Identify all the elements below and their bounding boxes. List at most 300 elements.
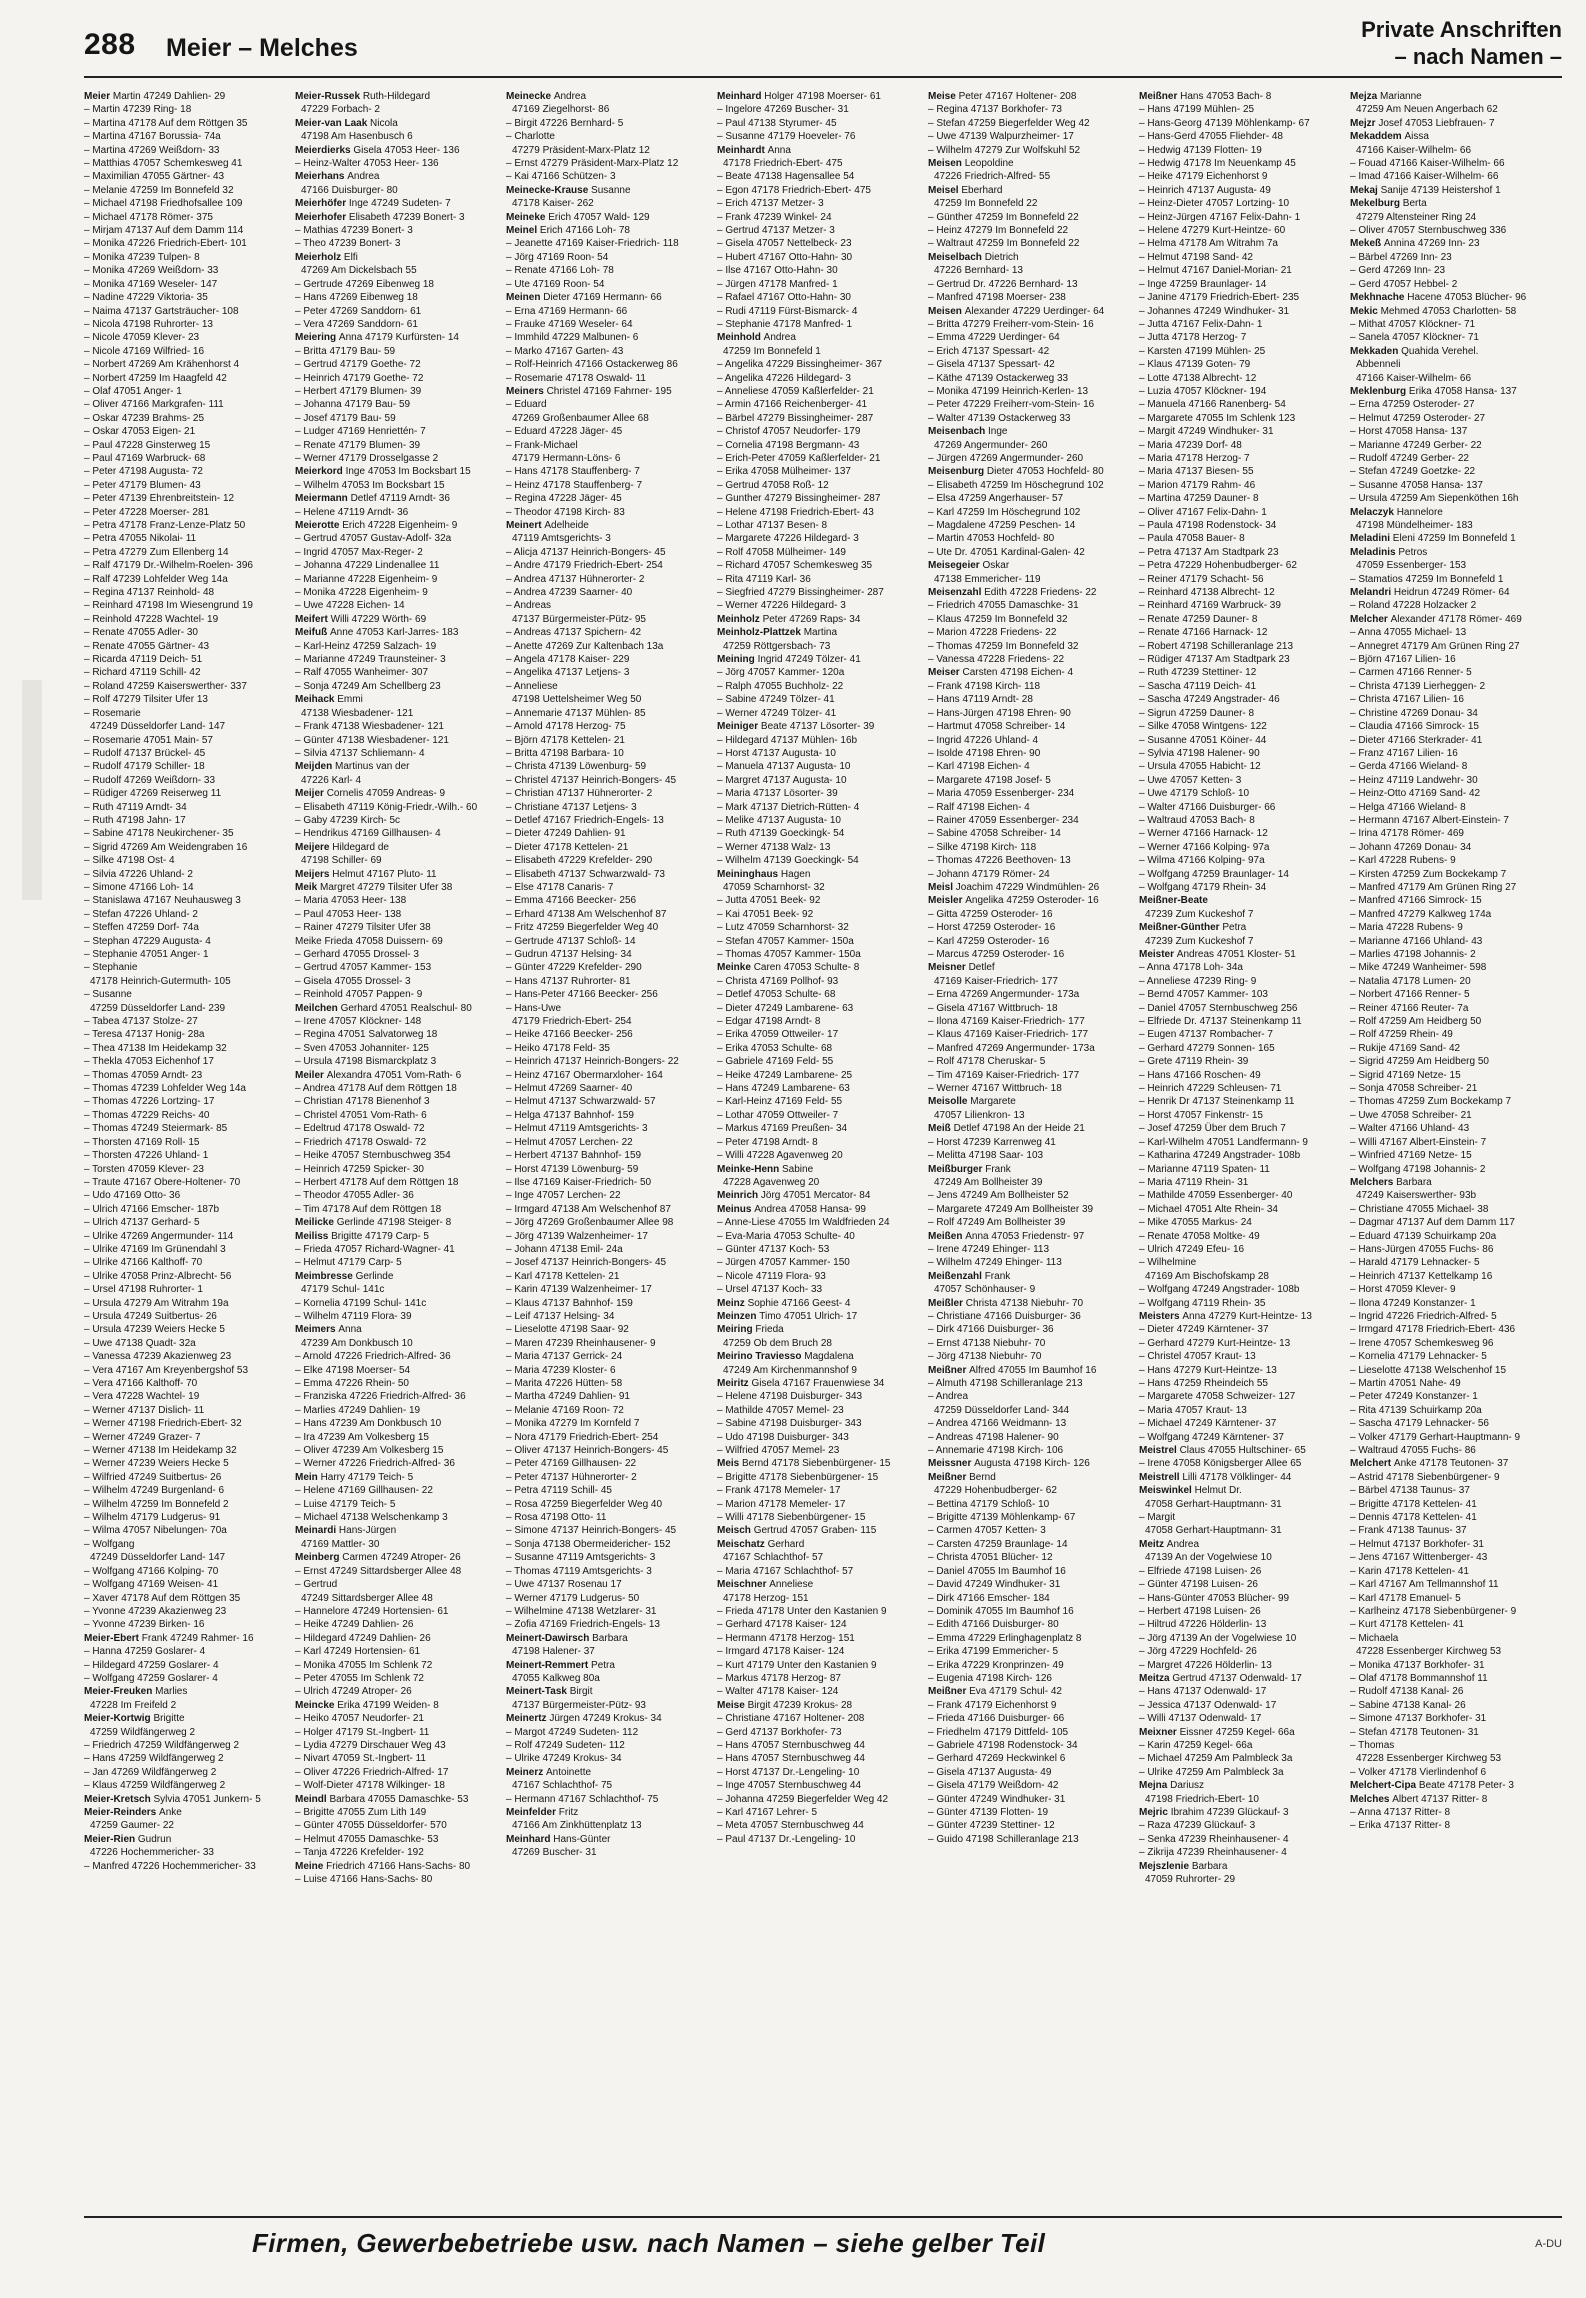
entry-text: – Wolfgang 47179 Rhein- 34 [1139,881,1267,893]
directory-entry [506,680,711,693]
directory-entry [1350,720,1555,733]
entry-text: – Vera 47167 Am Kreyenbergshof 53 [84,1364,249,1376]
directory-entry [1139,760,1344,773]
entry-text: – Sonja 47138 Obermeidericher- 152 [506,1538,671,1550]
entry-text: Anke 47178 Teutonen- 37 [1393,1458,1509,1470]
entry-text: Antoinette [546,1766,592,1778]
entry-text: – Elisabeth 47119 König-Friedr.-Wilh.- 60 [295,801,478,813]
entry-text: – Erika 47059 Ottweiler- 17 [717,1029,839,1041]
surname-entry [717,961,922,974]
entry-text: Carsten 47198 Eichen- 4 [962,667,1074,679]
directory-entry [928,613,1133,626]
directory-entry [1350,144,1555,157]
directory-column [1350,90,1561,2208]
entry-text: – Werner 47179 Ludgerus- 50 [506,1592,640,1604]
entry-text: Anke [159,1807,182,1818]
entry-text: – Ulrike 47259 Am Palmbleck 3a [1139,1766,1284,1778]
surname-entry [295,881,500,894]
directory-entry [84,291,289,304]
entry-text: – Imad 47166 Kaiser-Wilhelm- 66 [1350,171,1499,183]
entry-text: – Regina 47228 Jäger- 45 [506,493,622,505]
directory-entry [717,1283,922,1296]
directory-entry [506,868,711,881]
entry-text: – Helmut 47057 Lerchen- 22 [506,1136,633,1148]
directory-entry [1139,1015,1344,1028]
directory-entry [928,1806,1133,1819]
directory-entry [506,774,711,787]
entry-text: – Heike 47166 Beecker- 256 [506,1029,633,1041]
entry-text: – Beate 47138 Hagensallee 54 [717,171,855,183]
entry-text: – Yvonne 47239 Birken- 16 [84,1619,205,1631]
surname-entry [295,626,500,639]
section-title-line1: Private Anschriften [1361,17,1562,42]
binding-edge [22,680,42,900]
directory-entry [506,1592,711,1605]
entry-text: – Stamatios 47259 Im Bonnefeld 1 [1350,573,1504,585]
directory-entry [84,1028,289,1041]
surname: Mejzr [1350,117,1379,129]
surname-entry [928,1457,1133,1470]
directory-entry [928,814,1133,827]
directory-entry [928,398,1133,411]
entry-text: – Heike 47057 Sternbuschweg 354 [295,1150,451,1162]
directory-entry [84,1283,289,1296]
entry-text: – Luise 47179 Teich- 5 [295,1498,396,1510]
surname: Meisolle [928,1096,971,1108]
directory-entry [1139,130,1344,143]
entry-text: – Waltraut 47259 Im Bonnefeld 22 [928,238,1080,250]
surname-entry [717,1457,922,1470]
entry-text: Barbara [1191,1860,1228,1872]
entry-text: – Martin 47053 Hochfeld- 80 [928,533,1055,545]
surname: Meklenburg [1350,385,1409,397]
entry-text: – Sonja 47058 Schreiber- 21 [1350,1083,1478,1095]
directory-entry [717,157,922,170]
entry-text: – Rolf 47058 Mülheimer- 149 [717,546,846,558]
directory-entry [717,948,922,961]
directory-entry [1350,1069,1555,1082]
entry-text: – Ursula 47279 Am Witrahm 19a [84,1297,229,1309]
entry-text: 47269 Am Dickelsbach 55 [301,265,417,277]
surname-entry [506,1632,711,1645]
entry-text: 47229 Hohenbudberger- 62 [934,1485,1057,1497]
entry-text: – Uwe 47058 Schreiber- 21 [1350,1109,1472,1121]
entry-text: – Sabine 47198 Duisburger- 343 [717,1418,862,1430]
directory-entry [717,599,922,612]
directory-entry [717,1752,922,1765]
entry-text: 47228 Agavenweg 20 [723,1176,820,1188]
surname: Meijden [295,761,336,773]
entry-text: Hans-Jürgen [338,1525,397,1537]
entry-text: – Sonja 47249 Am Schellberg 23 [295,680,441,692]
directory-entry [84,358,289,371]
entry-text: – Petra 47055 Nikolai- 11 [84,533,197,545]
entry-text: Fritz [558,1807,579,1818]
directory-entry [1139,1082,1344,1095]
entry-text: – Dennis 47178 Kettelen- 41 [1350,1512,1477,1524]
directory-entry [506,1511,711,1524]
directory-entry [1350,1323,1555,1336]
entry-text: – Maria 47137 Gerrick- 24 [506,1351,623,1363]
entry-text: – Thomas 47059 Arndt- 23 [84,1069,203,1081]
directory-entry [506,760,711,773]
entry-text: – Hans 47137 Ruhrorter- 81 [506,975,631,987]
entry-text: – Thorsten 47226 Uhland- 1 [84,1150,209,1162]
directory-entry [1350,787,1555,800]
entry-text: – Johanna 47179 Bau- 59 [295,399,411,411]
directory-entry [928,1323,1133,1336]
directory-entry [928,278,1133,291]
directory-entry [717,546,922,559]
entry-text: – Silke 47058 Wintgens- 122 [1139,721,1267,733]
entry-text: – Helmut 47137 Borkhofer- 31 [1350,1538,1484,1550]
entry-text: – Sabine 47138 Kanal- 26 [1350,1699,1466,1711]
entry-text: – Günter 47229 Krefelder- 290 [506,962,642,974]
entry-text: – Ira 47239 Am Volkesberg 15 [295,1431,429,1443]
directory-entry [84,827,289,840]
directory-entry [84,318,289,331]
entry-text: – Helmut 47055 Damaschke- 53 [295,1833,439,1845]
entry-text: – Johanna 47229 Lindenallee 11 [295,560,440,572]
entry-text: Petra [591,1659,615,1671]
directory-entry [1139,613,1344,626]
entry-text: 47059 Essenberger- 153 [1356,560,1467,572]
directory-entry [1139,559,1344,572]
directory-entry [84,626,289,639]
directory-entry [84,1216,289,1229]
entry-text: – Lieselotte 47198 Saar- 92 [506,1324,629,1336]
entry-text: – Janine 47179 Friedrich-Ebert- 235 [1139,292,1300,304]
surname-entry [295,251,500,264]
entry-text: – Nicola 47198 Ruhrorter- 13 [84,318,213,330]
directory-entry [295,1511,500,1524]
directory-entry [295,1364,500,1377]
surname-entry [295,1551,500,1564]
directory-entry [1350,479,1555,492]
entry-text: – Lothar 47137 Besen- 8 [717,520,828,531]
directory-entry [506,1793,711,1806]
entry-text: 47166 Duisburger- 80 [301,184,398,196]
entry-text: Aissa [1404,131,1429,143]
surname: Melaczyk [1350,506,1397,518]
directory-entry [717,264,922,277]
surname: Meierdierks [295,144,354,156]
entry-text: 47139 An der Vogelwiese 10 [1145,1552,1272,1564]
entry-text: – Günter 47249 Windhuker- 31 [928,1793,1066,1805]
directory-entry [84,908,289,921]
entry-text: – Klaus 47139 Goten- 79 [1139,359,1251,371]
directory-entry [717,908,922,921]
directory-entry [295,412,500,425]
directory-entry [295,264,500,277]
directory-entry [295,774,500,787]
directory-entry [717,1176,922,1189]
entry-text: – Richard 47057 Schemkesweg 35 [717,560,873,572]
entry-text: – Hildegard 47259 Goslarer- 4 [84,1659,219,1671]
entry-text: Hans-Günter [553,1833,611,1845]
directory-entry [506,599,711,612]
entry-text: – Rudolf 47249 Gerber- 22 [1350,452,1469,464]
directory-entry [506,358,711,371]
directory-entry [717,1672,922,1685]
entry-text: – Wolfgang 47249 Angstrader- 108b [1139,1284,1300,1296]
surname: Mejna [1139,1780,1171,1792]
entry-text: – Sanela 47057 Klöckner- 71 [1350,332,1479,344]
entry-text: 47179 Schul- 141c [301,1284,385,1296]
surname-entry [928,1297,1133,1310]
entry-text: – Simone 47137 Borkhofer- 31 [1350,1713,1487,1725]
directory-entry [1350,935,1555,948]
directory-entry [717,398,922,411]
entry-text: – Elsa 47259 Angerhauser- 57 [928,493,1064,505]
entry-text: Edith 47228 Friedens- 22 [984,587,1097,599]
entry-text: – Walter 47166 Duisburger- 66 [1139,801,1276,813]
directory-entry [928,1511,1133,1524]
directory-entry [295,224,500,237]
entry-text: – Nivart 47059 St.-Ingbert- 11 [295,1753,426,1765]
surname-entry [506,1806,711,1819]
entry-text: Andrea [347,171,380,183]
directory-entry [1139,1042,1344,1055]
directory-entry [1139,506,1344,519]
entry-text: – Reinhard 47169 Warbruck- 39 [1139,600,1281,612]
directory-entry [717,1270,922,1283]
directory-entry [84,680,289,693]
surname: Meiners [506,385,547,397]
directory-entry [717,425,922,438]
entry-text: 47279 Präsident-Marx-Platz 12 [512,144,650,156]
directory-entry [928,1149,1133,1162]
entry-text: – Peter 47228 Moerser- 281 [84,506,210,518]
entry-text: – Brigitte 47055 Zum Lith 149 [295,1807,427,1818]
directory-entry [1350,1270,1555,1283]
directory-entry [1350,1109,1555,1122]
directory-entry [717,103,922,116]
surname-entry [928,1364,1133,1377]
entry-text: – Renate 47055 Gärtner- 43 [84,640,210,652]
entry-text: – Ruth 47239 Stettiner- 12 [1139,667,1257,679]
entry-text: – Paul 47169 Warbruck- 68 [84,452,206,464]
entry-text: – Ute 47169 Roon- 54 [506,278,605,290]
surname: Meifert [295,613,331,625]
directory-entry [295,103,500,116]
directory-entry [84,841,289,854]
surname-entry [1350,1779,1555,1792]
directory-entry [506,1739,711,1752]
directory-entry [1139,1283,1344,1296]
entry-text: – Annegret 47179 Am Grünen Ring 27 [1350,640,1520,652]
entry-text: – Mike 47249 Wanheimer- 598 [1350,962,1487,974]
surname: Meier [84,91,113,102]
surname-entry [1350,586,1555,599]
entry-text: – Hermann 47178 Herzog- 151 [717,1632,855,1644]
directory-entry [717,291,922,304]
directory-entry [506,1055,711,1068]
entry-text: – Alicja 47137 Heinrich-Bongers- 45 [506,546,666,558]
entry-text: – Werner 47249 Tölzer- 41 [717,707,837,719]
directory-entry [1139,975,1344,988]
surname-entry [84,1793,289,1806]
entry-text: – Irmgard 47178 Friedrich-Ebert- 436 [1350,1324,1516,1336]
directory-entry [928,1833,1133,1846]
surname: Meier-Russek [295,91,363,102]
surname: Meisegeier [928,560,983,572]
entry-text: – Heinrich 47179 Goethe- 72 [295,372,424,384]
directory-entry [84,1565,289,1578]
directory-entry [717,1109,922,1122]
entry-text: – Gaby 47239 Kirch- 5c [295,814,401,826]
directory-entry [506,653,711,666]
entry-text: – Christel 47137 Heinrich-Bongers- 45 [506,774,677,786]
entry-text: Beate 47178 Peter- 3 [1418,1780,1514,1792]
directory-entry [1139,1404,1344,1417]
entry-text: – Ernst 47138 Niebuhr- 70 [928,1337,1046,1349]
directory-entry [1139,1605,1344,1618]
directory-entry [1139,1457,1344,1470]
surname: Meisler [928,895,966,907]
directory-entry [717,734,922,747]
entry-text: – Frank 47239 Winkel- 24 [717,211,832,223]
entry-text: – Isolde 47198 Ehren- 90 [928,747,1041,759]
entry-text: – Mathias 47239 Bonert- 3 [295,225,413,237]
entry-text: – Mark 47137 Dietrich-Rütten- 4 [717,801,860,813]
entry-text: Barbara 47055 Damaschke- 53 [329,1793,469,1805]
directory-entry [295,599,500,612]
directory-entry [506,197,711,210]
directory-entry [1139,398,1344,411]
directory-entry [717,1444,922,1457]
directory-entry [1350,211,1555,224]
directory-entry [506,412,711,425]
directory-entry [1139,305,1344,318]
entry-text: – Dominik 47055 Im Baumhof 16 [928,1605,1074,1617]
surname-entry [1139,1538,1344,1551]
directory-entry [295,1404,500,1417]
directory-entry [1350,1243,1555,1256]
directory-entry [506,506,711,519]
entry-text: – Anne-Liese 47055 Im Waldfrieden 24 [717,1217,890,1229]
directory-entry [295,1819,500,1832]
entry-text: – Björn 47178 Kettelen- 21 [506,734,625,746]
entry-text: Leopoldine [964,158,1014,170]
entry-text: – Helene 47279 Kurt-Heintze- 60 [1139,225,1286,237]
entry-text: 47167 Schlachthof- 57 [723,1552,824,1564]
surname: Meinert [506,520,545,531]
surname-entry [295,331,500,344]
directory-entry [84,1149,289,1162]
directory-entry [506,1752,711,1765]
directory-entry [1139,1149,1344,1162]
entry-text: 47169 Mattler- 30 [301,1538,380,1550]
entry-text: Emmi [337,694,363,706]
directory-entry [928,1618,1133,1631]
entry-text: 47249 Am Bollheister 39 [934,1176,1043,1188]
directory-entry [1139,693,1344,706]
directory-entry [928,1659,1133,1672]
entry-text: – Oliver 47057 Sternbuschweg 336 [1350,225,1507,237]
entry-text: – Wolfgang [84,1538,135,1550]
entry-text: – Waltraud 47053 Bach- 8 [1139,814,1255,826]
directory-entry [84,1605,289,1618]
directory-entry [928,479,1133,492]
entry-text: – Thomas 47229 Reichs- 40 [84,1109,210,1121]
entry-text: – Sabine 47249 Tölzer- 41 [717,694,835,706]
surname-entry [295,1524,500,1537]
entry-text: – Simone 47166 Loh- 14 [84,881,194,893]
directory-entry [717,1659,922,1672]
entry-text: – Gudrun 47137 Helsing- 34 [506,949,632,960]
surname: Meißler [928,1297,966,1309]
directory-entry [506,1444,711,1457]
entry-text: – Peter 47198 Augusta- 72 [84,466,203,478]
entry-text: – Klaus 47137 Bahnhof- 159 [506,1297,633,1309]
entry-text: – Ulrike 47058 Prinz-Albrecht- 56 [84,1270,232,1282]
entry-text: – Andreas 47198 Halener- 90 [928,1431,1059,1443]
surname-entry [1139,1806,1344,1819]
directory-entry [717,1002,922,1015]
directory-entry [506,479,711,492]
directory-entry [84,1390,289,1403]
entry-text: – Sigrun 47259 Dauner- 8 [1139,707,1255,719]
surname-entry [295,1471,500,1484]
directory-entry [506,1390,711,1403]
surname-entry [1350,291,1555,304]
directory-entry [295,1297,500,1310]
surname-entry [928,1270,1133,1283]
entry-text: – Irene 47249 Ehinger- 113 [928,1243,1050,1255]
directory-entry [717,1511,922,1524]
entry-text: – Mathilde 47057 Memel- 23 [717,1404,844,1416]
directory-entry [717,224,922,237]
entry-text: – Helmut 47179 Carp- 5 [295,1257,402,1269]
entry-text: – Uwe 47139 Walpurzheimer- 17 [928,131,1074,143]
surname-entry [506,385,711,398]
directory-entry [295,1082,500,1095]
surname: Meier-Kortwig [84,1713,154,1725]
directory-entry [1139,1699,1344,1712]
entry-text: Andrea [763,332,796,344]
directory-entry [506,1270,711,1283]
entry-text: – Franz 47167 Lilien- 16 [1350,747,1458,759]
directory-entry [506,305,711,318]
entry-text: 47058 Gerhart-Hauptmann- 31 [1145,1525,1282,1537]
entry-text: Barbara [1396,1176,1432,1188]
surname-entry [84,1712,289,1725]
entry-text: – Theodor 47055 Adler- 36 [295,1190,414,1202]
directory-entry [295,1592,500,1605]
directory-entry [928,573,1133,586]
directory-entry [506,1377,711,1390]
directory-entry [928,1632,1133,1645]
entry-text: – Lutz 47059 Scharnhorst- 32 [717,922,849,934]
surname: Meierholz [295,251,344,263]
entry-text: 47179 Friedrich-Ebert- 254 [512,1016,632,1028]
directory-entry [928,1176,1133,1189]
entry-text: – Friedrich 47178 Oswald- 72 [295,1136,427,1148]
entry-text: – Horst 47239 Karrenweg 41 [928,1136,1056,1148]
entry-text: – Rita 47119 Karl- 36 [717,573,811,585]
entry-text: Christa 47138 Niebuhr- 70 [965,1297,1084,1309]
entry-text: – Horst 47259 Osteroder- 16 [928,922,1056,934]
directory-entry [84,1136,289,1149]
entry-text: – Roland 47228 Holzacker 2 [1350,600,1477,612]
surname: Mekaddem [1350,131,1405,143]
directory-entry [1139,1337,1344,1350]
entry-text: – Inge 47057 Lerchen- 22 [506,1190,621,1202]
directory-entry [1350,1471,1555,1484]
directory-entry [1139,1243,1344,1256]
directory-entry [928,170,1133,183]
